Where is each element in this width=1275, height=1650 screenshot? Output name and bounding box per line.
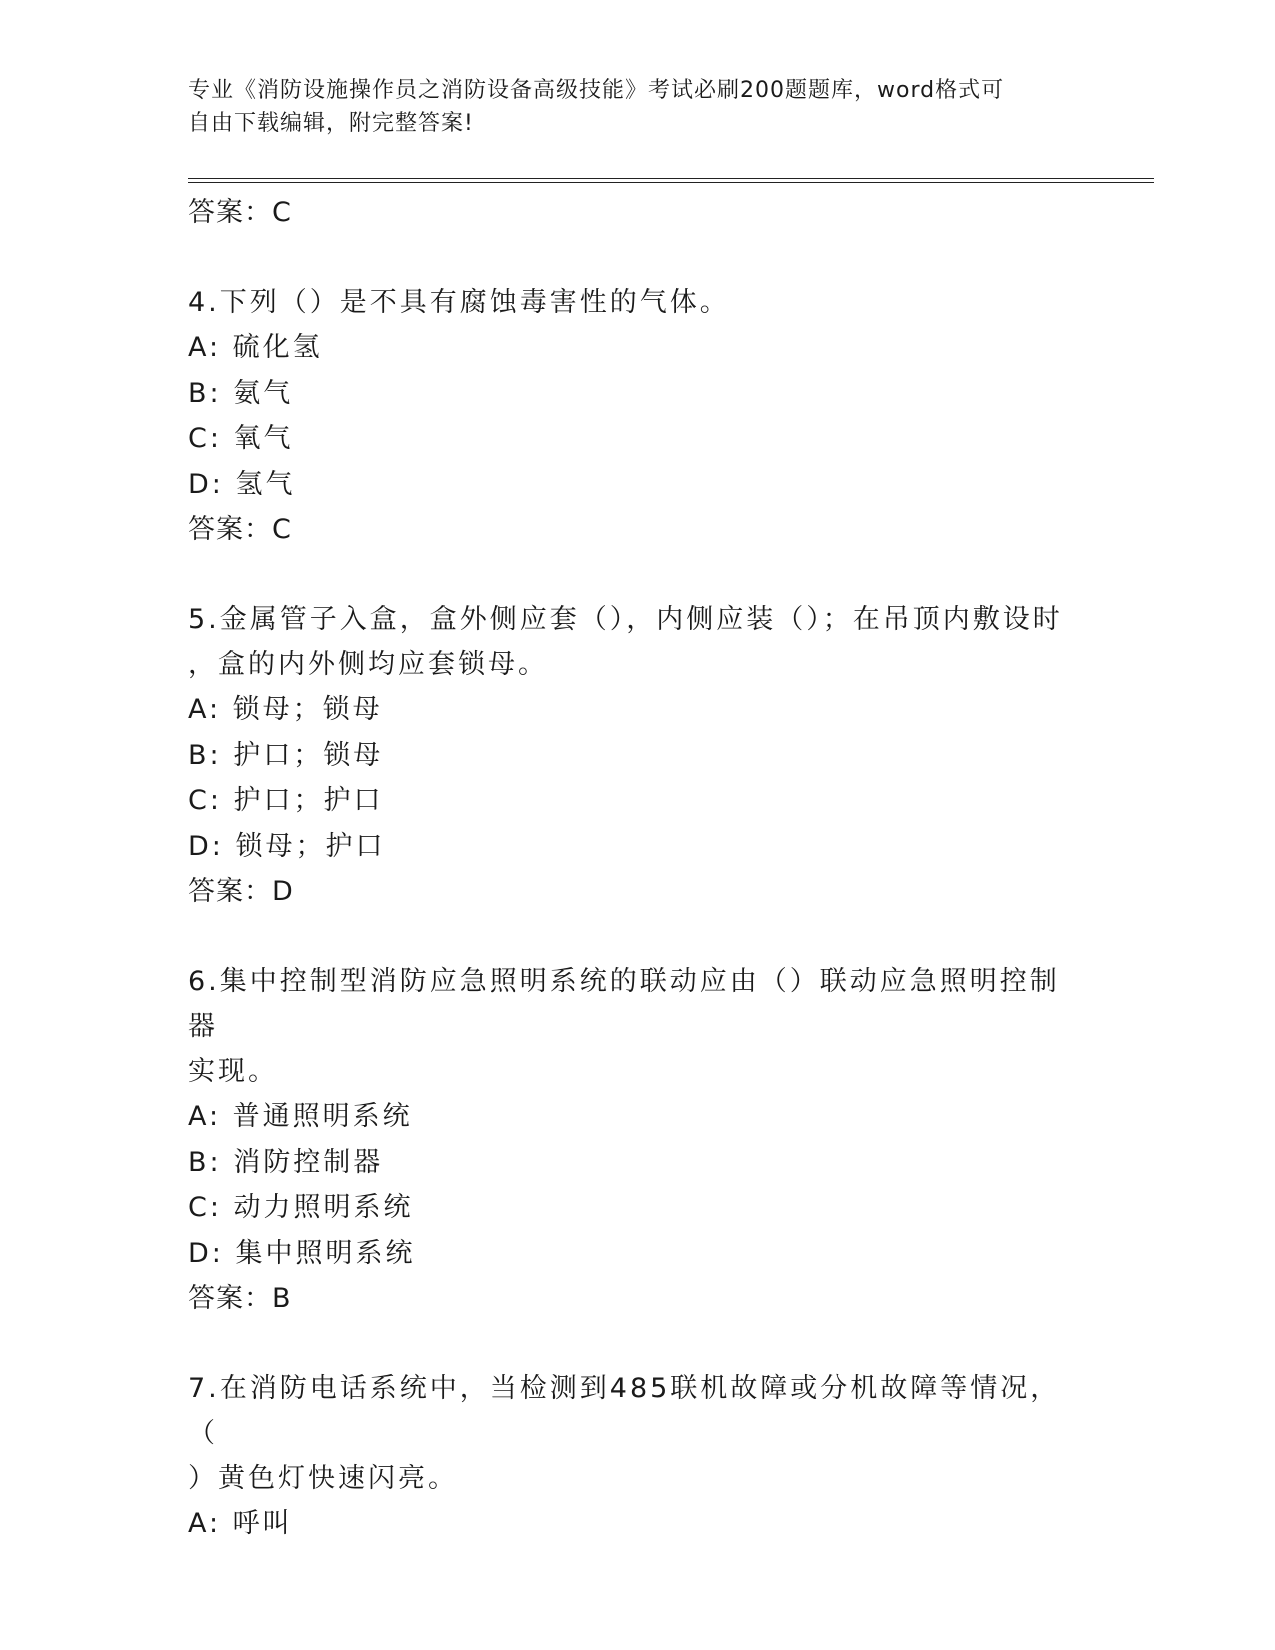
question-text: 4.下列（）是不具有腐蚀毒害性的气体。 — [188, 287, 730, 318]
question-block — [188, 1366, 1068, 1547]
question-text-continued: ）黄色灯快速闪亮。 — [188, 1463, 458, 1494]
option-d: D: 集中照明系统 — [188, 1237, 416, 1269]
question-text-continued: ，盒的内外侧均应套锁母。 — [188, 649, 548, 680]
option-c: C: 动力照明系统 — [188, 1192, 414, 1223]
option-b: B: 消防控制器 — [188, 1146, 384, 1178]
answer-line: 答案：C — [188, 514, 292, 545]
option-a: A: 锁母；锁母 — [188, 694, 383, 725]
question-text: 7.在消防电话系统中，当检测到485联机故障或分机故障等情况，（ — [188, 1373, 1061, 1449]
question-text: 6.集中控制型消防应急照明系统的联动应由（）联动应急照明控制器 — [188, 966, 1060, 1042]
question-block — [188, 597, 1068, 915]
question-block — [188, 959, 1068, 1322]
header-divider-top — [188, 178, 1154, 179]
document-header — [188, 74, 1068, 140]
header-line-2: 自由下载编辑，附完整答案! — [188, 111, 474, 136]
option-a: A: 呼叫 — [188, 1508, 293, 1539]
option-c: C: 护口；护口 — [188, 785, 384, 816]
option-c: C: 氧气 — [188, 423, 294, 454]
option-d: D: 氢气 — [188, 468, 296, 500]
option-d: D: 锁母；护口 — [188, 830, 386, 862]
question-list — [188, 190, 1068, 1547]
option-b: B: 氨气 — [188, 377, 294, 409]
question-text: 5.金属管子入盒，盒外侧应套（），内侧应装（）；在吊顶内敷设时 — [188, 604, 1063, 635]
answer-line: 答案：B — [188, 1283, 292, 1314]
answer-line: 答案：C — [188, 197, 292, 228]
option-a: A: 硫化氢 — [188, 332, 323, 363]
question-block — [188, 280, 1068, 553]
header-line-1: 专业《消防设施操作员之消防设备高级技能》考试必刷200题题库，word格式可 — [188, 78, 1005, 103]
header-divider-bottom — [188, 182, 1154, 183]
option-a: A: 普通照明系统 — [188, 1101, 413, 1132]
question-text-continued: 实现。 — [188, 1056, 278, 1087]
option-b: B: 护口；锁母 — [188, 739, 384, 771]
answer-line: 答案：D — [188, 876, 294, 907]
